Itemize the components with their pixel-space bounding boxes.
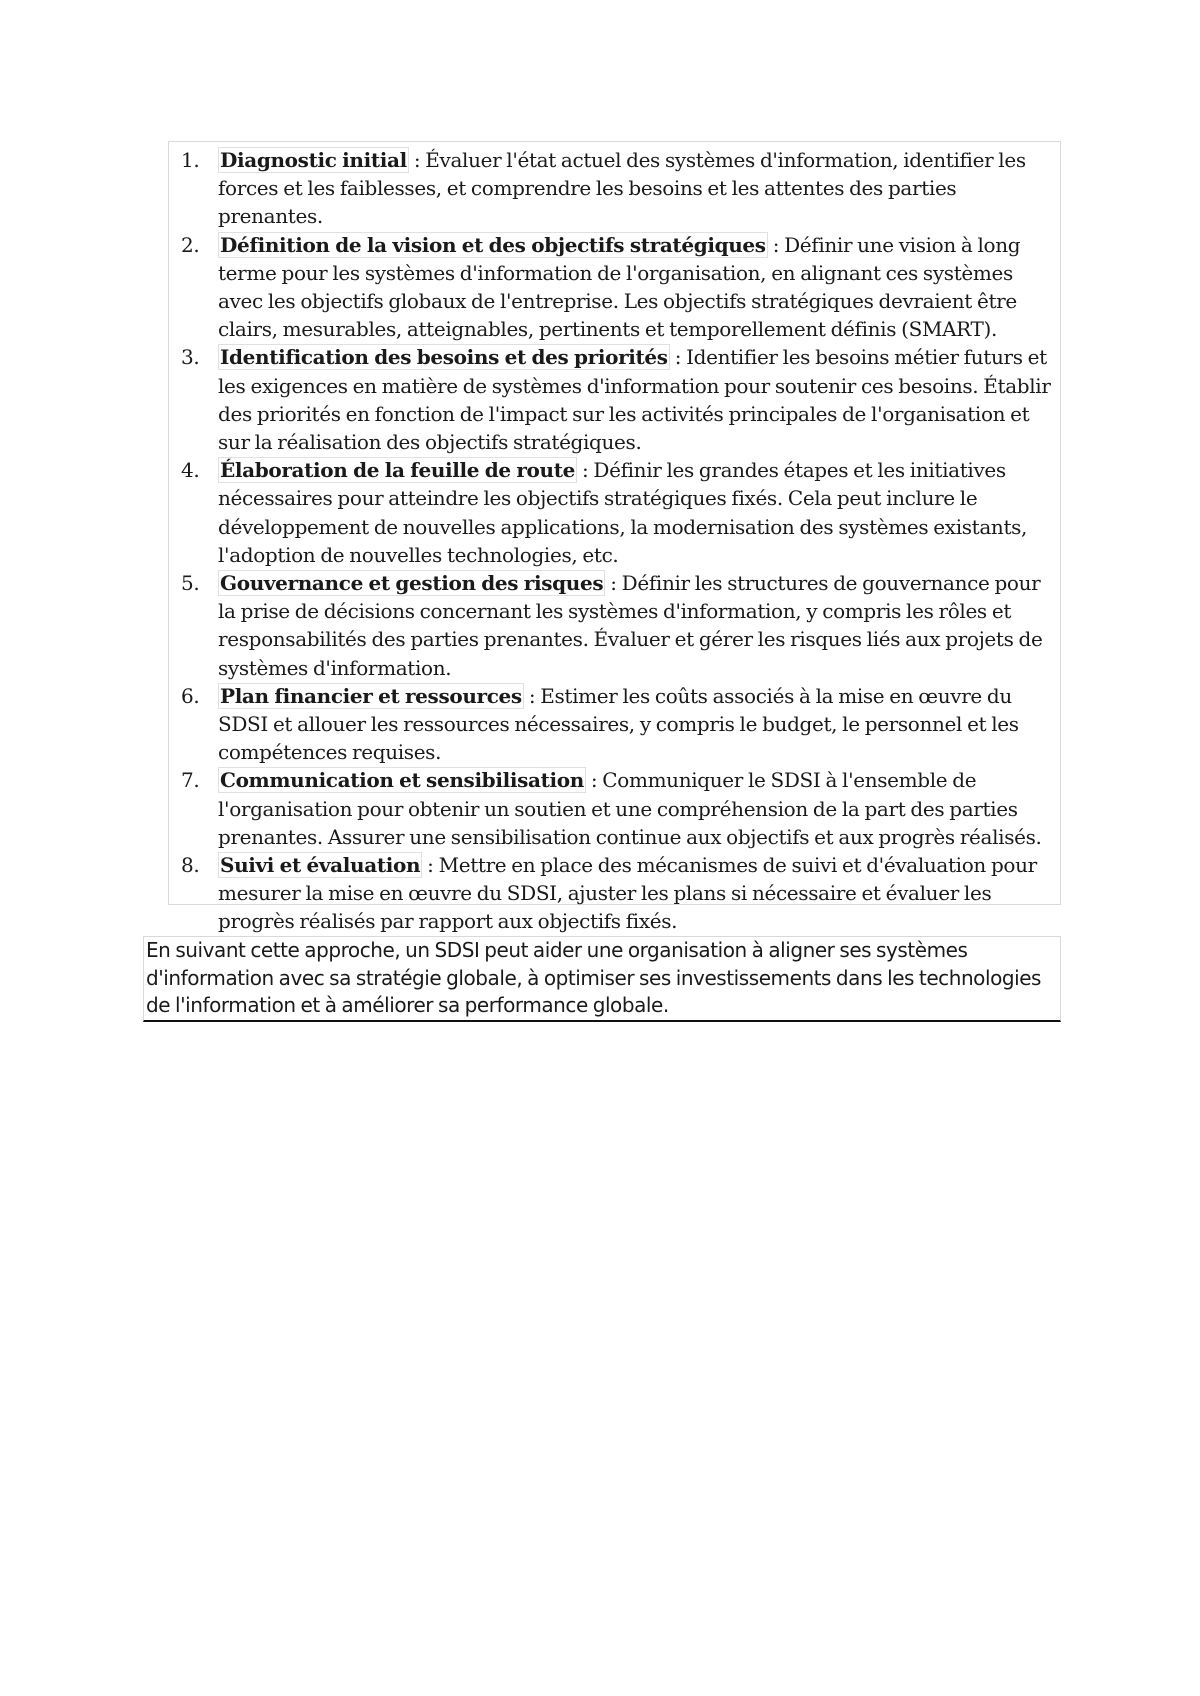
item-number: 7. — [181, 768, 200, 793]
conclusion-text: En suivant cette approche, un SDSI peut aider une organisation à aligner ses systèmes d'information avec sa stratégie globale, à optimiser ses investissements dans les technologies de l'information et à améliorer sa performance globale. — [146, 938, 1042, 1017]
item-number: 4. — [181, 458, 200, 483]
list-item — [169, 343, 1060, 456]
list-item — [169, 456, 1060, 569]
item-text: : Estimer les coûts associés à la mise en œuvre du SDSI et allouer les ressources nécessaires, y compris le budget, le personnel et les compétences requises. — [218, 683, 1019, 765]
item-term: Gouvernance et gestion des risques — [220, 571, 604, 596]
item-text: : Définir une vision à long terme pour les systèmes d'information de l'organisation, en alignant ces systèmes avec les objectifs globaux de l'entreprise. Les objectifs stratégiques devraient être clairs, mesurables, atteignables, pertinents et temporellement définis (SMART). — [218, 232, 1021, 342]
item-term: Élaboration de la feuille de route — [220, 458, 575, 483]
item-term: Plan financier et ressources — [220, 683, 522, 708]
item-term: Suivi et évaluation — [220, 853, 421, 878]
list-item — [169, 146, 1060, 231]
item-number: 6. — [181, 683, 200, 708]
steps-list-box — [168, 141, 1061, 934]
steps-list — [169, 146, 1060, 936]
item-text: : Définir les structures de gouvernance pour la prise de décisions concernant les systèmes d'information, y compris les rôles et responsabilités des parties prenantes. Évaluer et gérer les risques liés aux projets de systèmes d'information. — [218, 571, 1043, 680]
item-number: 2. — [181, 232, 200, 257]
item-number: 1. — [181, 148, 200, 172]
list-item — [169, 569, 1060, 682]
item-text: : Définir les grandes étapes et les initiatives nécessaires pour atteindre les objectifs stratégiques fixés. Cela peut inclure le développement de nouvelles applications, la modernisation des systèmes existants, l'adoption de nouvelles technologies, etc. — [218, 458, 1028, 567]
item-number: 5. — [181, 571, 200, 596]
item-number: 8. — [181, 853, 200, 878]
item-text: : Évaluer l'état actuel des systèmes d'information, identifier les forces et les faiblesses, et comprendre les besoins et les attentes des parties prenantes. — [218, 148, 1026, 229]
item-term: Identification des besoins et des priorités — [220, 345, 668, 370]
list-item — [169, 231, 1060, 344]
item-text: : Communiquer le SDSI à l'ensemble de l'organisation pour obtenir un soutien et une compréhension de la part des parties prenantes. Assurer une sensibilisation continue aux objectifs et aux progrès réalisés. — [218, 768, 1042, 849]
item-number: 3. — [181, 345, 200, 370]
item-term: Définition de la vision et des objectifs stratégiques — [220, 232, 766, 257]
list-item — [169, 682, 1060, 767]
list-item — [169, 766, 1060, 851]
item-term: Communication et sensibilisation — [220, 768, 584, 793]
item-text: : Mettre en place des mécanismes de suivi et d'évaluation pour mesurer la mise en œuvre du SDSI, ajuster les plans si nécessaire et évaluer les progrès réalisés par rapport aux objectifs fixés. — [218, 853, 1037, 934]
item-text: : Identifier les besoins métier futurs et les exigences en matière de systèmes d'information pour soutenir ces besoins. Établir des priorités en fonction de l'impact sur les activités principales de l'organisation et sur la réalisation des objectifs stratégiques. — [218, 345, 1051, 455]
list-item — [169, 851, 1060, 936]
conclusion-paragraph — [143, 936, 1061, 1022]
item-term: Diagnostic initial — [220, 148, 407, 172]
